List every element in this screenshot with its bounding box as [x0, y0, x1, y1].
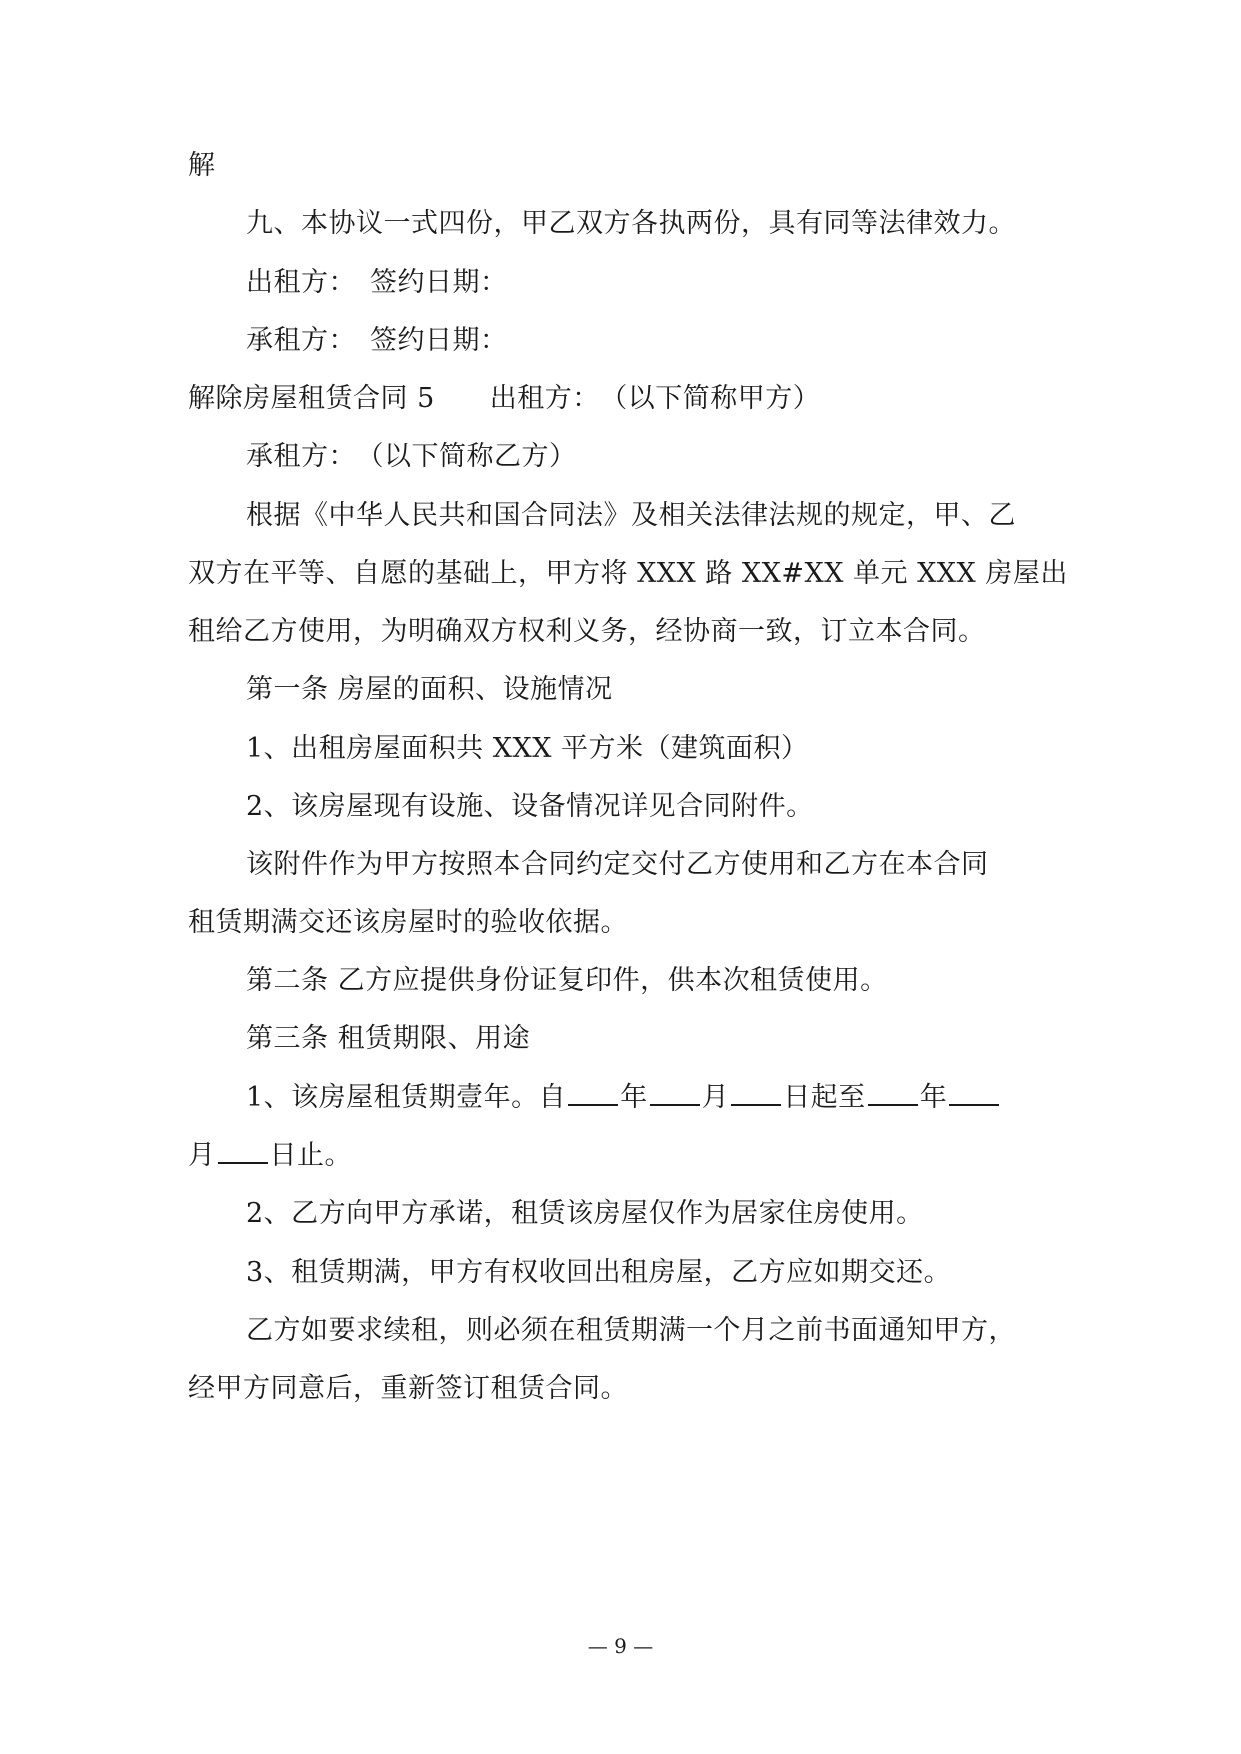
text-line: 租给乙方使用，为明确双方权利义务，经协商一致，订立本合同。	[188, 616, 986, 647]
text-line: 出租方： 签约日期：	[246, 267, 508, 298]
text-line: 乙方如要求续租，则必须在租赁期满一个月之前书面通知甲方，	[246, 1315, 1016, 1346]
term-line	[188, 1136, 1068, 1176]
blank-field	[868, 1080, 918, 1106]
term-text: 1、该房屋租赁期壹年。自	[246, 1082, 567, 1113]
text-line: 租赁期满交还该房屋时的验收依据。	[188, 907, 628, 938]
term-line	[246, 1078, 1126, 1118]
text-line: 根据《中华人民共和国合同法》及相关法律法规的规定，甲、乙	[246, 500, 1016, 531]
text-line: 双方在平等、自愿的基础上，甲方将 XXX 路 XX#XX 单元 XXX 房屋出	[188, 558, 1068, 589]
blank-field	[949, 1080, 999, 1106]
text-line: 承租方： （以下简称乙方）	[246, 441, 577, 472]
clause-heading: 第二条 乙方应提供身份证复印件，供本次租赁使用。	[246, 965, 888, 996]
term-text: 年	[620, 1082, 648, 1113]
term-text: 月	[188, 1140, 216, 1171]
text-line: 经甲方同意后，重新签订租赁合同。	[188, 1373, 628, 1404]
text-line: 3、租赁期满，甲方有权收回出租房屋，乙方应如期交还。	[246, 1257, 952, 1288]
text-line: 该附件作为甲方按照本合同约定交付乙方使用和乙方在本合同	[246, 849, 989, 880]
blank-field	[731, 1080, 781, 1106]
blank-field	[568, 1080, 618, 1106]
clause-heading: 第一条 房屋的面积、设施情况	[246, 674, 613, 705]
term-text: 日止。	[269, 1140, 352, 1171]
clause-heading: 第三条 租赁期限、用途	[246, 1023, 531, 1054]
blank-field	[650, 1080, 700, 1106]
page-number: — 9 —	[587, 1634, 654, 1658]
term-text: 月	[701, 1082, 730, 1113]
term-text: 年	[919, 1082, 948, 1113]
text-line: 2、该房屋现有设施、设备情况详见合同附件。	[246, 791, 814, 822]
text-line: 承租方： 签约日期：	[246, 325, 508, 356]
text-line: 解	[188, 150, 216, 181]
blank-field	[218, 1138, 268, 1164]
text-line: 2、乙方向甲方承诺，租赁该房屋仅作为居家住房使用。	[246, 1198, 924, 1229]
text-line: 九、本协议一式四份，甲乙双方各执两份，具有同等法律效力。	[246, 208, 1016, 239]
term-text: 日起至	[783, 1082, 866, 1113]
text-line: 1、出租房屋面积共 XXX 平方米（建筑面积）	[246, 733, 809, 764]
contract-title-line: 解除房屋租赁合同 5 出租方： （以下简称甲方）	[188, 383, 821, 414]
